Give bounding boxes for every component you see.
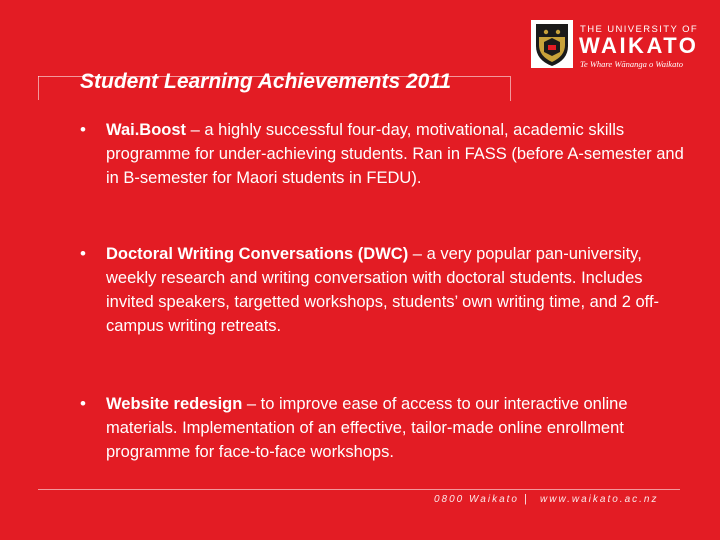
bullet-dot-icon: • bbox=[80, 244, 86, 263]
footer-divider bbox=[38, 489, 680, 490]
footer-phone: 0800 Waikato bbox=[434, 494, 519, 505]
bullet-body: – a very popular pan-university, weekly research and writing conversation with doctoral students. Includes invited speakers, targetted workshops, students’ own writing time, and 2 off-campus writing retreats. bbox=[106, 245, 660, 335]
bullet-text bbox=[106, 118, 690, 190]
bullet-dot-icon: • bbox=[80, 120, 86, 139]
footer-separator: | bbox=[524, 493, 527, 505]
crest-icon bbox=[528, 18, 576, 70]
logo-maori-name: Te Whare Wānanga o Waikato bbox=[580, 59, 683, 69]
bullet-heading: Doctoral Writing Conversations (DWC) bbox=[106, 245, 409, 263]
university-logo bbox=[528, 18, 708, 70]
bullet-heading: Website redesign bbox=[106, 395, 243, 413]
bullet-dot-icon: • bbox=[80, 394, 86, 413]
bullet-text bbox=[106, 242, 690, 338]
slide-title: Student Learning Achievements 2011 bbox=[80, 70, 452, 93]
logo-university-of: THE UNIVERSITY OF bbox=[580, 24, 699, 35]
bullet-heading: Wai.Boost bbox=[106, 121, 187, 139]
footer-url[interactable]: www.waikato.ac.nz bbox=[540, 494, 659, 505]
bullet-text bbox=[106, 392, 690, 464]
bullet-body: – to improve ease of access to our interactive online materials. Implementation of an effective, tailor-made online enrollment programme for face-to-face workshops. bbox=[106, 395, 628, 461]
bullet-body: – a highly successful four-day, motivational, academic skills programme for under-achieving students. Ran in FASS (before A-semester and in B-semester for Maori students in FEDU). bbox=[106, 121, 684, 187]
logo-waikato: WAIKATO bbox=[579, 33, 699, 58]
